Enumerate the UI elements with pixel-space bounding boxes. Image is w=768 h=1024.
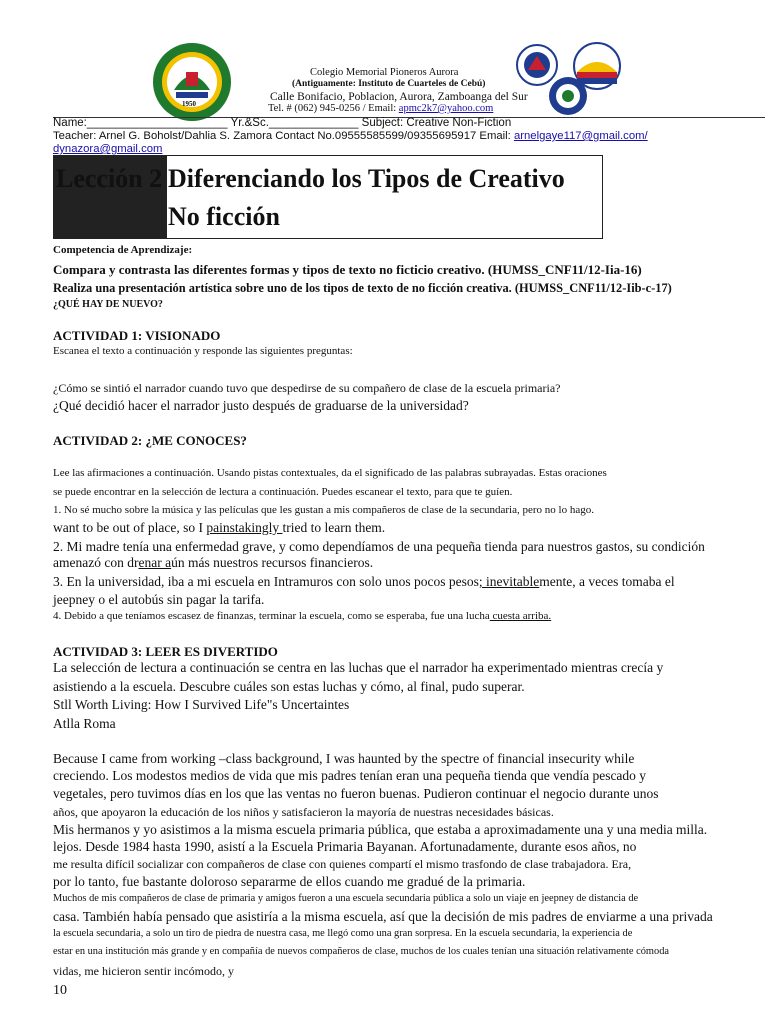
activity2-sentence-2b bbox=[53, 555, 373, 571]
story-line-9: Muchos de mis compañeros de clase de primaria y amigos fueron a una escuela secundaria pública a solo un viaje en jeepney de distancia de bbox=[53, 893, 639, 904]
story-line-11: la escuela secundaria, a solo un tiro de piedra de nuestra casa, me llegó como una gran sorpresa. En la escuela secundaria, la experiencia de bbox=[53, 928, 633, 939]
activity2-sentence-1b bbox=[53, 520, 385, 536]
s4-pre: 4. Debido a que teníamos escasez de finanzas, terminar la escuela, como se esperaba, fue una lucha bbox=[53, 610, 490, 622]
teacher-email2-link[interactable]: dynazora@gmail.com bbox=[53, 143, 163, 155]
competency-heading: Competencia de Aprendizaje: bbox=[53, 244, 193, 256]
story-line-6: lejos. Desde 1984 hasta 1990, asistí a la Escuela Primaria Bayanan. Afortunadamente, durante esos años, no bbox=[53, 839, 637, 854]
page-number: 10 bbox=[53, 983, 67, 998]
activity3-intro-1: La selección de lectura a continuación se centra en las luchas que el narrador ha experimentado mientras crecía y bbox=[53, 660, 664, 675]
school-former-name: (Antiguamente: Instituto de Cuarteles de Cebú) bbox=[292, 79, 486, 89]
s3a-underlined: ; inevitable bbox=[478, 574, 540, 589]
s1b-underlined: painstakingly bbox=[206, 520, 283, 535]
teacher-text: Teacher: Arnel G. Boholst/Dahlia S. Zamora Contact No.09555585599/09355695917 Email: bbox=[53, 130, 514, 142]
s1b-pre: want to be out of place, so I bbox=[53, 520, 207, 535]
teacher-info-line bbox=[53, 130, 648, 142]
seal-year: 1950 bbox=[182, 100, 196, 108]
competency-item-2: Realiza una presentación artística sobre uno de los tipos de texto de no ficción creativa. (HUMSS_CNF11/12-Iib-c-17) bbox=[53, 281, 672, 295]
whats-new-heading: ¿QUÉ HAY DE NUEVO? bbox=[53, 299, 163, 310]
activity3-intro-2: asistiendo a la escuela. Descubre cuáles son estas luchas y cómo, al final, pudo superar. bbox=[53, 679, 525, 694]
lesson-number: Lección 2 bbox=[56, 164, 163, 193]
s4-underlined: cuesta arriba. bbox=[489, 610, 552, 622]
student-info-line: Name:______________________ Yr.&Sc.______________ Subject: Creative Non-Fiction bbox=[53, 117, 512, 129]
s2b-post: ún más nuestros recursos financieros. bbox=[171, 555, 374, 570]
activity1-question-2: ¿Qué decidió hacer el narrador justo después de graduarse de la universidad? bbox=[53, 398, 469, 413]
story-author: Atlla Roma bbox=[53, 716, 116, 731]
school-seal-logo bbox=[152, 42, 232, 122]
story-line-8: por lo tanto, fue bastante doloroso separarme de ellos cuando me gradué de la primaria. bbox=[53, 874, 526, 889]
lesson-title-line1: Diferenciando los Tipos de Creativo bbox=[168, 164, 565, 193]
school-email-link[interactable]: apmc2k7@yahoo.com bbox=[398, 103, 494, 114]
tesda-logo bbox=[548, 76, 588, 116]
story-line-4: años, que apoyaron la educación de los niños y satisfacieron la mayoría de nuestras necesidades básicas. bbox=[53, 805, 554, 819]
s1b-post: tried to learn them. bbox=[282, 520, 386, 535]
activity2-title: ACTIVIDAD 2: ¿ME CONOCES? bbox=[53, 433, 247, 448]
story-line-13: vidas, me hicieron sentir incómodo, y bbox=[53, 964, 234, 978]
activity2-intro-1: Lee las afirmaciones a continuación. Usando pistas contextuales, da el significado de las palabras subrayadas. Estas oraciones bbox=[53, 467, 607, 479]
story-line-3: vegetales, pero tuvimos días en los que las ventas no fueron buenas. Pudieron continuar el negocio durante unos bbox=[53, 786, 659, 801]
activity1-instruction: Escanea el texto a continuación y responde las siguientes preguntas: bbox=[53, 345, 353, 357]
s3a-post: mente, a veces tomaba el bbox=[539, 574, 675, 589]
school-name: Colegio Memorial Pioneros Aurora bbox=[310, 67, 459, 78]
activity2-sentence-1a: 1. No sé mucho sobre la música y las películas que les gustan a mis compañeros de clase de la secundaria, pero no lo hago. bbox=[53, 504, 594, 516]
story-line-5: Mis hermanos y yo asistimos a la misma escuela primaria pública, que estaba a aproximadamente una y una media milla. bbox=[53, 822, 708, 837]
story-line-10: casa. También había pensado que asistiría a la misma escuela, así que la decisión de mis padres de enviarme a una privada bbox=[53, 909, 713, 924]
s2b-pre: amenazó con dr bbox=[53, 555, 139, 570]
activity2-sentence-3b: jeepney o el autobús sin pagar la tarifa. bbox=[53, 592, 265, 607]
activity3-title: ACTIVIDAD 3: LEER ES DIVERTIDO bbox=[53, 644, 278, 659]
school-contact bbox=[268, 103, 493, 114]
story-line-2: creciendo. Los modestos medios de vida que mis padres tenían eran una pequeña tienda que vendía pescado y bbox=[53, 768, 647, 783]
competency-item-1: Compara y contrasta las diferentes formas y tipos de texto no ficticio creativo. (HUMSS_CNF11/12-Iia-16) bbox=[53, 262, 642, 277]
story-line-12: estar en una institución más grande y en compañía de nuevos compañeros de clase, muchos de los cuales tenían una situación relativamente cómoda bbox=[53, 946, 670, 957]
lesson-title-line2: No ficción bbox=[168, 202, 280, 231]
teacher-email-link[interactable]: arnelgaye117@gmail.com/ bbox=[513, 130, 648, 142]
activity1-title: ACTIVIDAD 1: VISIONADO bbox=[53, 328, 221, 343]
activity2-sentence-4 bbox=[53, 610, 551, 622]
s3a-pre: 3. En la universidad, iba a mi escuela en Intramuros con solo unos pocos pesos bbox=[53, 574, 479, 589]
lesson-banner bbox=[53, 155, 603, 239]
activity1-question-1: ¿Cómo se sintió el narrador cuando tuvo que despedirse de su compañero de clase de la escuela primaria? bbox=[53, 381, 561, 395]
story-title: Stll Worth Living: How I Survived Life"s Uncertaintes bbox=[53, 697, 350, 712]
s2b-underlined: enar a bbox=[138, 555, 172, 570]
school-address: Calle Bonifacio, Poblacion, Aurora, Zamboanga del Sur bbox=[270, 91, 528, 103]
contact-prefix: Tel. # (062) 945-0256 / Email: bbox=[268, 103, 399, 114]
activity2-intro-2: se puede encontrar en la selección de lectura a continuación. Puedes escanear el texto, para que te guíen. bbox=[53, 486, 513, 498]
story-line-7: me resulta difícil socializar con compañeros de clase con quienes compartí el mismo trasfondo de clase trabajadora. Era, bbox=[53, 857, 632, 871]
activity2-sentence-3a bbox=[53, 574, 675, 590]
story-line-1: Because I came from working –class background, I was haunted by the spectre of financial insecurity while bbox=[53, 751, 635, 766]
activity2-sentence-2a: 2. Mi madre tenía una enfermedad grave, y como dependíamos de una pequeña tienda para nuestros gastos, su condición bbox=[53, 539, 705, 554]
